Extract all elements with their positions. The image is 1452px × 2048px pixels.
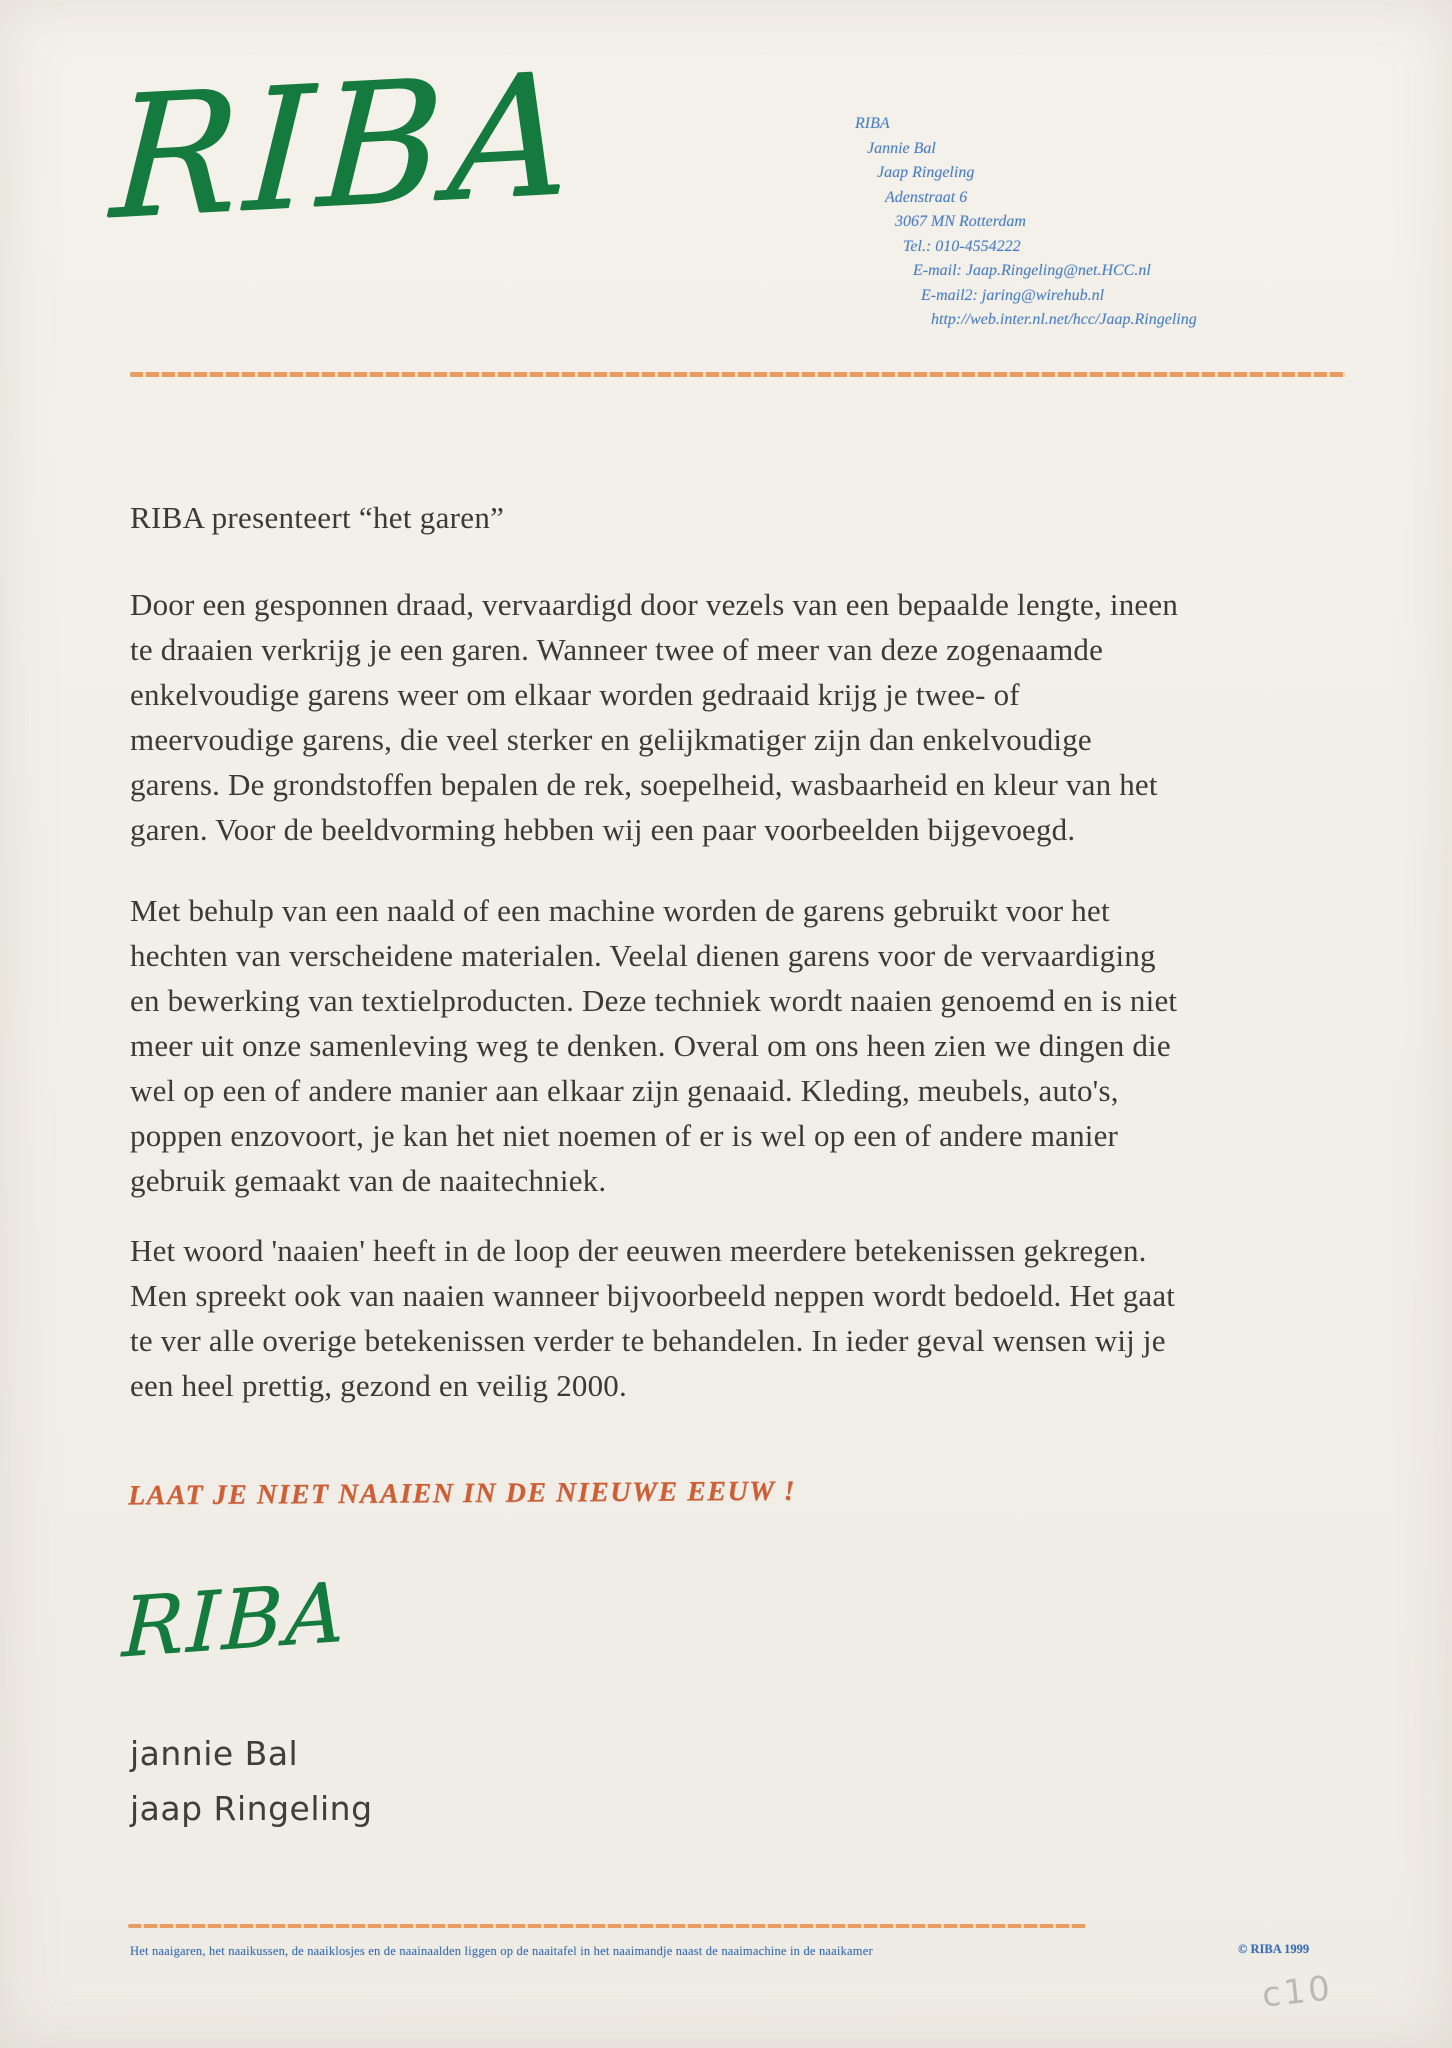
letterhead-line: http://web.inter.nl.net/hcc/Jaap.Ringeling bbox=[931, 311, 1197, 328]
signoff-name-jaap-ringeling: jaap Ringeling bbox=[130, 1789, 373, 1828]
paragraph-line: te draaien verkrijg je een garen. Wanneer twee of meer van deze zogenaamde bbox=[130, 632, 1104, 667]
letterhead-line: E-mail2: jaring@wirehub.nl bbox=[921, 286, 1105, 304]
paragraph-2 bbox=[130, 888, 1410, 1203]
paragraph-line: meervoudige garens, die veel sterker en gelijkmatiger zijn dan enkelvoudige bbox=[130, 722, 1092, 757]
letterhead-line: Jannie Bal bbox=[867, 139, 936, 157]
paragraph-line: enkelvoudige garens weer om elkaar worden gedraaid krijg je twee- of bbox=[130, 677, 1020, 712]
copyright-notice: © RIBA 1999 bbox=[1238, 1942, 1310, 1956]
paragraph-line: meer uit onze samenleving weg te denken. Overal om ons heen zien we dingen die bbox=[130, 1028, 1171, 1063]
signoff-names bbox=[130, 1726, 373, 1836]
paragraph-line: een heel prettig, gezond en veilig 2000. bbox=[130, 1368, 627, 1403]
header-divider bbox=[130, 372, 1346, 377]
paragraph-line: garens. De grondstoffen bepalen de rek, soepelheid, wasbaarheid en kleur van het bbox=[130, 767, 1158, 802]
slogan-line: LAAT JE NIET NAAIEN IN DE NIEUWE EEUW ! bbox=[127, 1475, 797, 1512]
riba-signature: RIBA bbox=[120, 1564, 350, 1677]
footer-divider bbox=[128, 1924, 1086, 1928]
letter-title: RIBA presenteert “het garen” bbox=[130, 500, 505, 535]
paragraph-line: hechten van verscheidene materialen. Veelal dienen garens voor de vervaardiging bbox=[130, 938, 1156, 973]
paragraph-line: Men spreekt ook van naaien wanneer bijvoorbeeld neppen wordt bedoeld. Het gaat bbox=[130, 1278, 1176, 1313]
paragraph-1 bbox=[130, 582, 1410, 852]
signoff-name-jannie-bal: jannie Bal bbox=[130, 1734, 299, 1773]
letterhead-line: Tel.: 010-4554222 bbox=[903, 237, 1021, 255]
letterhead-line: Jaap Ringeling bbox=[877, 164, 975, 181]
letterhead-line: E-mail: Jaap.Ringeling@net.HCC.nl bbox=[913, 262, 1151, 279]
paragraph-line: Met behulp van een naald of een machine worden de garens gebruikt voor het bbox=[130, 893, 1110, 928]
paragraph-line: gebruik gemaakt van de naaitechniek. bbox=[130, 1163, 607, 1198]
footer-note: Het naaigaren, het naaikussen, de naaiklosjes en de naainaalden liggen op de naaitafel in het naaimandje naast de naaimachine in de naaikamer bbox=[130, 1944, 873, 1958]
paragraph-line: poppen enzovoort, je kan het niet noemen of er is wel op een of andere manier bbox=[130, 1118, 1119, 1153]
paragraph-line: Het woord 'naaien' heeft in de loop der eeuwen meerdere betekenissen gekregen. bbox=[130, 1233, 1147, 1268]
letterhead-line: RIBA bbox=[855, 115, 890, 132]
paragraph-line: te ver alle overige betekenissen verder te behandelen. In ieder geval wensen wij je bbox=[130, 1323, 1166, 1358]
paragraph-3 bbox=[130, 1228, 1410, 1408]
riba-logo: RIBA bbox=[107, 35, 583, 257]
paragraph-line: wel op een of andere manier aan elkaar zijn genaaid. Kleding, meubels, auto's, bbox=[130, 1073, 1119, 1108]
letterhead-line: Adenstraat 6 bbox=[885, 188, 968, 206]
paragraph-line: Door een gesponnen draad, vervaardigd door vezels van een bepaalde lengte, ineen bbox=[130, 587, 1179, 622]
pencil-mark: c10 bbox=[1260, 1968, 1335, 2016]
paragraph-line: en bewerking van textielproducten. Deze techniek wordt naaien genoemd en is niet bbox=[130, 983, 1178, 1018]
letterhead-line: 3067 MN Rotterdam bbox=[895, 213, 1026, 230]
paragraph-line: garen. Voor de beeldvorming hebben wij een paar voorbeelden bijgevoegd. bbox=[130, 812, 1076, 847]
letterhead-address-block bbox=[855, 112, 1197, 333]
